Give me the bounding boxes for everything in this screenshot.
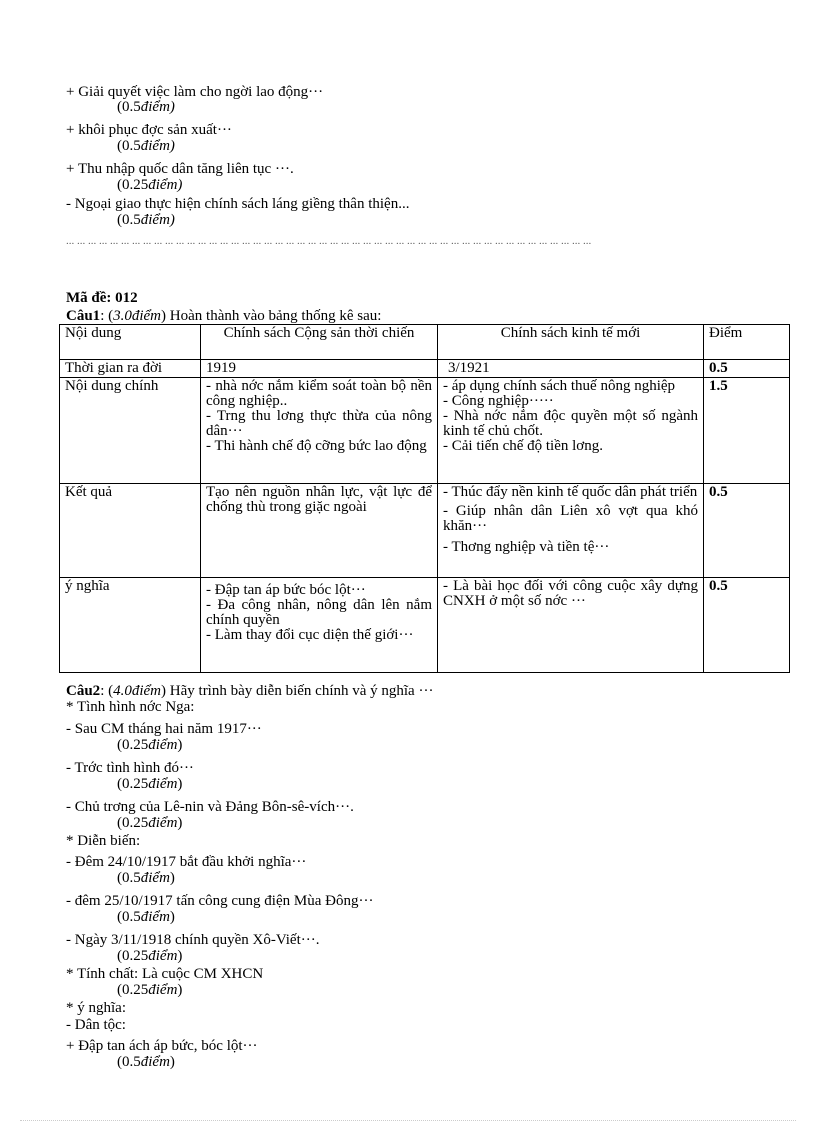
score-cell: 0.5	[704, 484, 790, 578]
q2-line: - Trớc tình hình đó···	[66, 760, 194, 776]
war-communism-cell: Tạo nên nguồn nhân lực, vật lực để chống thù trong giặc ngoài	[201, 484, 438, 578]
intro-item: - Ngoại giao thực hiện chính sách láng giềng thân thiện...	[66, 196, 410, 212]
q2-score: (0.25điểm)	[117, 982, 183, 998]
table-row	[60, 484, 790, 578]
question-2-heading: Câu2: (4.0điểm) Hãy trình bày diễn biến chính và ý nghĩa ···	[66, 683, 434, 699]
war-communism-cell: - Đập tan áp bức bóc lột··· - Đa công nhân, nông dân lên nắm chính quyền - Làm thay đổi cục diện thế giới···	[201, 578, 438, 673]
q2-score: (0.25điểm)	[117, 948, 183, 964]
table-row	[60, 578, 790, 673]
score-cell: 0.5	[704, 360, 790, 378]
dotted-separator: ... ... ... ... ... ... ... ... ... ... ... ... ... ... ... ... ... ... ... ... ... ... ... ... ... ... ... ... ... ... ... ... ... ... ... ... ... ... ... ... ... ... ... ... ... ... ... ...	[66, 235, 592, 247]
q2-line: * Diễn biến:	[66, 833, 141, 849]
intro-item: + Giải quyết việc làm cho ngời lao động···	[66, 84, 324, 100]
row-label: ý nghĩa	[60, 578, 201, 673]
table-row	[60, 360, 790, 378]
q2-line: - đêm 25/10/1917 tấn công cung điện Mùa Đông···	[66, 893, 374, 909]
q2-line: * Tính chất: Là cuộc CM XHCN	[66, 966, 264, 982]
exam-code: Mã đề: 012	[66, 290, 138, 306]
intro-score: (0.5điểm)	[117, 138, 175, 154]
page-edge-divider	[20, 1120, 796, 1121]
war-communism-cell: 1919	[201, 360, 438, 378]
intro-item: + khôi phục đợc sản xuất···	[66, 122, 232, 138]
q2-score: (0.5điểm)	[117, 909, 175, 925]
nep-cell: - Là bài học đối với công cuộc xây dựng CNXH ở một số nớc ···	[438, 578, 704, 673]
intro-score: (0.5điểm)	[117, 212, 175, 228]
nep-cell: - áp dụng chính sách thuế nông nghiệp - Công nghiệp····· - Nhà nớc nắm độc quyền một số ngành kinh tế chủ chốt. - Cải tiến chế độ tiền lơng.	[438, 378, 704, 484]
q2-score: (0.25điểm)	[117, 776, 183, 792]
q2-line: * Tình hình nớc Nga:	[66, 699, 195, 715]
q2-line: - Sau CM tháng hai năm 1917···	[66, 721, 262, 737]
q2-line: - Đêm 24/10/1917 bắt đầu khởi nghĩa···	[66, 854, 307, 870]
q2-line: - Chủ trơng của Lê-nin và Đảng Bôn-sê-vích···.	[66, 799, 354, 815]
row-label: Nội dung chính	[60, 378, 201, 484]
score-cell: 0.5	[704, 578, 790, 673]
intro-score: (0.25điểm)	[117, 177, 183, 193]
q2-score: (0.25điểm)	[117, 815, 183, 831]
table-row	[60, 378, 790, 484]
intro-score: (0.5điểm)	[117, 99, 175, 115]
header-cell: Nội dung	[60, 325, 201, 360]
q2-score: (0.5điểm)	[117, 1054, 175, 1070]
war-communism-cell: - nhà nớc nắm kiểm soát toàn bộ nền công nghiệp.. - Trng thu lơng thực thừa của nông dân··· - Thi hành chế độ cỡng bức lao động	[201, 378, 438, 484]
header-cell: Chính sách Cộng sản thời chiến	[201, 325, 438, 360]
comparison-table	[59, 324, 790, 673]
q2-line: + Đập tan ách áp bức, bóc lột···	[66, 1038, 258, 1054]
nep-cell: 3/1921	[438, 360, 704, 378]
q2-line: - Ngày 3/11/1918 chính quyền Xô-Viết···.	[66, 932, 320, 948]
score-cell: 1.5	[704, 378, 790, 484]
header-cell: Chính sách kinh tế mới	[438, 325, 704, 360]
question-1-heading: Câu1: (3.0điểm) Hoàn thành vào bảng thống kê sau:	[66, 308, 382, 324]
q2-score: (0.25điểm)	[117, 737, 183, 753]
intro-item: + Thu nhập quốc dân tăng liên tục ···.	[66, 161, 294, 177]
row-label: Kết quả	[60, 484, 201, 578]
row-label: Thời gian ra đời	[60, 360, 201, 378]
table-header-row	[60, 325, 790, 360]
q2-line: - Dân tộc:	[66, 1017, 126, 1033]
header-cell: Điểm	[704, 325, 790, 360]
q2-line: * ý nghĩa:	[66, 1000, 126, 1016]
q2-score: (0.5điểm)	[117, 870, 175, 886]
nep-cell: - Thúc đẩy nền kinh tế quốc dân phát triển - Giúp nhân dân Liên xô vợt qua khó khăn··· - Thơng nghiệp và tiền tệ···	[438, 484, 704, 578]
